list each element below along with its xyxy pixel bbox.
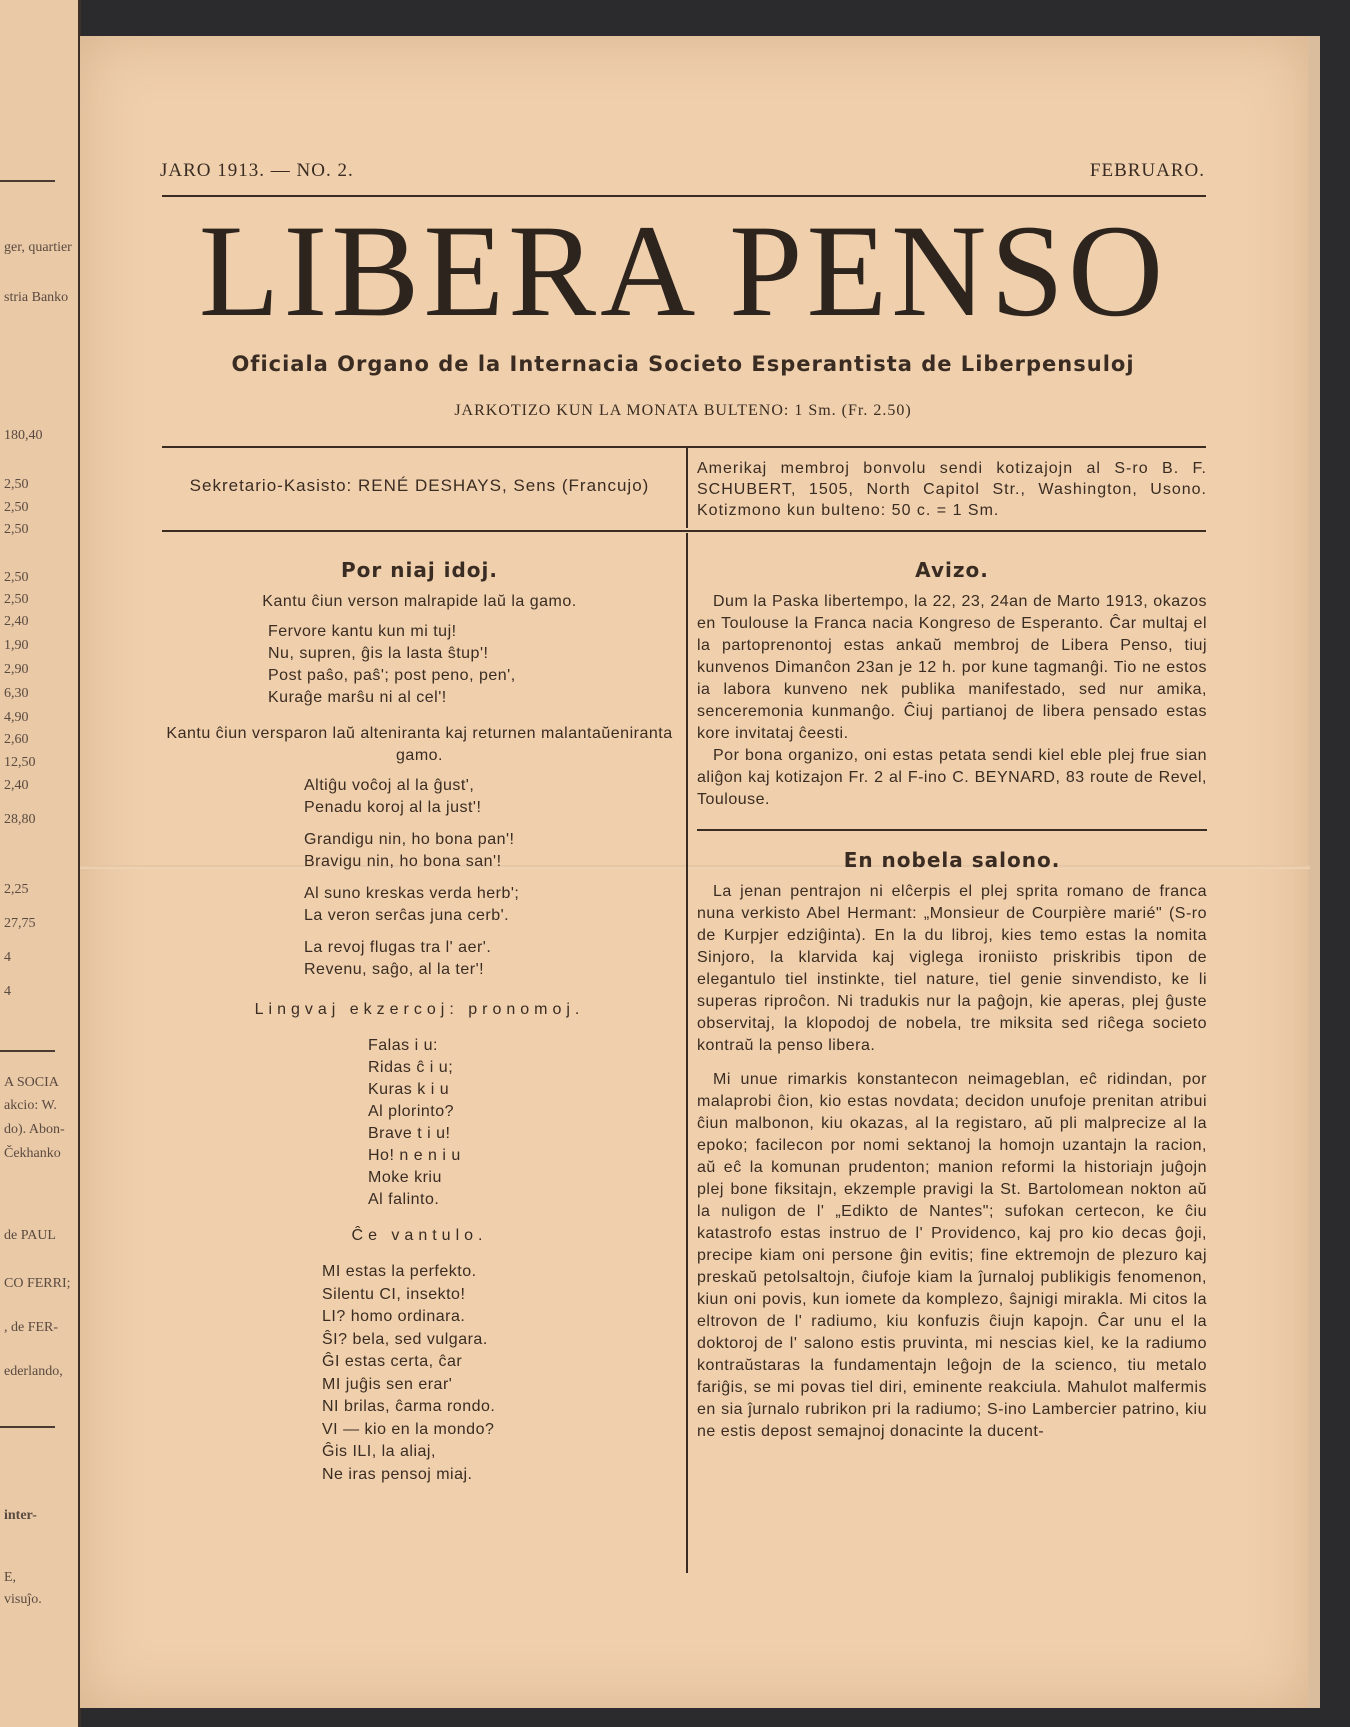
american-members-info: Amerikaj membroj bonvolu sendi kotizajojn al S-ro B. F. SCHUBERT, 1505, North Capitol Str., Washington, Usono. Kotizmono kun bulteno: 50 c. = 1 Sm. — [697, 460, 1207, 519]
stanza — [304, 937, 677, 981]
divider — [0, 180, 55, 182]
verse-line: La revoj flugas tra l' aer'. — [304, 939, 492, 956]
verse-line: Brave t i u! — [368, 1125, 451, 1142]
masthead-title: LIBERA PENSO — [198, 197, 1168, 344]
verse-line: NI brilas, ĉarma rondo. — [322, 1398, 496, 1415]
left-fragment: 2,40 — [4, 614, 29, 629]
left-fragment: 2,50 — [4, 500, 29, 515]
verse-line: Moke kriu — [368, 1169, 442, 1186]
left-fragment: , de FER- — [4, 1320, 59, 1335]
left-fragment: 2,90 — [4, 662, 29, 677]
left-fragment: 4,90 — [4, 710, 29, 725]
subsection-title: Ĉe vantulo. — [351, 1227, 488, 1244]
verse-line: LI? homo ordinara. — [322, 1308, 466, 1325]
verse-line: La veron serĉas juna cerb'. — [304, 907, 510, 924]
left-fragment: do). Abon- — [4, 1122, 65, 1137]
left-fragment: ederlando, — [4, 1364, 63, 1379]
stanza — [304, 883, 677, 927]
verse-line: Fervore kantu kun mi tuj! — [268, 623, 457, 640]
verse-line: Al falinto. — [368, 1191, 440, 1208]
left-fragment: inter- — [4, 1508, 37, 1523]
instruction: Kantu ĉiun verson malrapide laŭ la gamo. — [262, 593, 577, 610]
verse-line: VI — kio en la mondo? — [322, 1420, 495, 1438]
divider — [162, 530, 1206, 532]
left-fragment: 12,50 — [4, 755, 36, 770]
left-fragment: 2,50 — [4, 570, 29, 585]
stanza — [304, 829, 677, 873]
left-fragment: 180,40 — [4, 428, 43, 443]
issue-number: JARO 1913. — NO. 2. — [160, 160, 354, 181]
left-fragment: CO FERRI; — [4, 1276, 71, 1291]
verse-line: ĜI estas certa, ĉar — [322, 1353, 463, 1370]
left-fragment: 6,30 — [4, 686, 29, 701]
verse-line: Penadu koroj al la just'! — [304, 799, 482, 816]
verse-line: Revenu, saĝo, al la ter'! — [304, 961, 485, 978]
left-fragment: stria Banko — [4, 290, 69, 305]
verse-line: MI juĝis sen erar' — [322, 1375, 453, 1393]
issue-month: FEBRUARO. — [1089, 160, 1205, 181]
verse-line: Silentu CI, insekto! — [322, 1285, 466, 1303]
verse-line: Altiĝu voĉoj al la ĝust', — [304, 777, 475, 794]
notice-title: Avizo. — [915, 558, 989, 582]
left-fragment: Čekhanko — [4, 1146, 61, 1161]
verse-line: Al suno kreskas verda herb'; — [304, 885, 520, 902]
masthead-subtitle: Oficiala Organo de la Internacia Societo Esperantista de Liberpensuloj — [231, 352, 1135, 376]
left-fragment: 2,25 — [4, 882, 29, 897]
verse-line: Ĝis ILI, la aliaj, — [322, 1443, 436, 1460]
article-column — [697, 555, 1207, 1443]
verse-line: Ridas ĉ i u; — [368, 1059, 454, 1076]
pronoun-verse — [322, 1261, 677, 1486]
verse-line: MI estas la perfekto. — [322, 1263, 477, 1280]
left-fragment: 2,60 — [4, 732, 29, 747]
instruction: Kantu ĉiun versparon laŭ alteniranta kaj returnen malantaŭeniranta gamo. — [166, 725, 673, 764]
divider — [0, 1050, 55, 1052]
poem-column — [162, 555, 677, 1498]
page-edge — [1308, 36, 1320, 1708]
verse-line: ŜI? bela, sed vulgara. — [322, 1330, 488, 1348]
verse-line: Grandigu nin, ho bona pan'! — [304, 831, 515, 848]
notice-paragraph: Por bona organizo, oni estas petata sendi kiel eble plej frue sian aliĝon kaj kotizajon Fr. 2 al F-ino C. BEYNARD, 83 route de Revel, Toulouse. — [697, 747, 1207, 808]
verse-line: Bravigu nin, ho bona san'! — [304, 853, 502, 870]
stanza — [268, 621, 677, 709]
verse-line: Post paŝo, paŝ'; post peno, pen', — [268, 667, 516, 684]
left-fragment: ger, quartier — [4, 240, 72, 255]
left-fragment: 2,50 — [4, 477, 29, 492]
left-fragment: 27,75 — [4, 916, 36, 931]
divider — [697, 829, 1207, 831]
verse-line: Nu, supren, ĝis la lasta ŝtup'! — [268, 645, 489, 662]
verse-line: Ho! n e n i u — [368, 1147, 461, 1164]
verse-line: Al plorinto? — [368, 1103, 455, 1120]
left-page-edge — [0, 0, 81, 1727]
left-fragment: A SOCIA — [4, 1075, 59, 1090]
left-fragment: akcio: W. — [4, 1098, 57, 1113]
left-fragment: 1,90 — [4, 638, 29, 653]
article-paragraph: La jenan pentrajon ni elĉerpis el plej sprita romano de franca nuna verkisto Abel Hermant: „Monsieur de Courpière marié" (S-ro de Kurpjer edziĝinta). En la du libroj, kies temo estas la nomita Sinjoro, la klarvida kaj viglega ironiisto priskribis tipon de elegantulo tiel instinkte, tiel nature, tiel genie sinvendisto, ke li superas riproĉon. Ni tradukis nur la paĝojn, kie aperas, plej ĝuste observitaj, la klopodoj de nobela, tre miksita sed riĉega societo kontraŭ la penso libera. — [697, 883, 1207, 1054]
left-fragment: 28,80 — [4, 812, 36, 827]
verse-line: Ne iras pensoj miaj. — [322, 1465, 473, 1483]
article-paragraph: Mi unue rimarkis konstantecon neimageblan, eĉ ridindan, por malaprobi ĉion, kio estas novdata; decidon unufoje prenitan atribui ĉiun malbonon, kiu okazas, al la registaro, aŭ pli malprecize al la epoko; facilecon por nomi sektanoj la homojn uzantajn la racion, aŭ eĉ la komunan prudenton; manion reformi la historiajn juĝojn plej bone fiksitajn, ekzemple pravigi la St. Bartolomean nokton aŭ la nuligon de l' „Edikto de Nantes"; sufokan certecon, ke ĉiu katastrofo estas instruo de l' Providenco, kaj pro kio decas ĝoji, precipe kiam oni persone ĝin evitis; fine ektremojn de plezuro kaj preskaŭ petolsaltojn, ĉiufoje kiam la ĵurnaloj publikigis fenomenon, kiun oni povis, kun iomete da komplezo, ŝajnigi mirakla. Mi citos la eltrovon de l' radiumo, kiu konfuzis ĉiujn kapojn. Ĉar unu el la doktoroj de l' salono estis pruvinta, mi nescias kiel, ke la radiumo kontraŭstaras la fundamentajn leĝojn de la scienco, tiu metalo fariĝis, se mi povas tiel diri, eminente reakciula. Mahulot malfermis en sia ĵurnalo rubrikon pri la radiumo; S-ino Lambercier patrino, kiu ne estis depost semajnoj donacinte la ducent- — [697, 1071, 1207, 1440]
left-fragment: 2,40 — [4, 778, 29, 793]
left-fragment: 4 — [4, 984, 11, 999]
divider — [0, 1426, 55, 1428]
left-fragment: de PAUL — [4, 1228, 56, 1243]
left-fragment: visuĵo. — [4, 1592, 42, 1607]
column-divider — [686, 448, 688, 528]
secretary-info: Sekretario-Kasisto: RENÉ DESHAYS, Sens (Francujo) — [189, 476, 650, 495]
verse-line: Kuraĝe marŝu ni al cel'! — [268, 689, 447, 706]
left-fragment: 2,50 — [4, 592, 29, 607]
annual-dues: JARKOTIZO KUN LA MONATA BULTENO: 1 Sm. (Fr. 2.50) — [454, 402, 912, 419]
article-title: En nobela salono. — [843, 848, 1061, 872]
pronoun-verse — [368, 1035, 677, 1211]
left-fragment: 2,50 — [4, 522, 29, 537]
left-fragment: 4 — [4, 950, 11, 965]
stanza — [304, 775, 677, 819]
column-divider — [686, 533, 688, 1573]
left-fragment: E, — [4, 1570, 17, 1585]
exercise-title: Lingvaj ekzercoj: pronomoj. — [254, 1001, 585, 1018]
divider — [162, 446, 1206, 448]
notice-paragraph: Dum la Paska libertempo, la 22, 23, 24an de Marto 1913, okazos en Toulouse la Franca nacia Kongreso de Esperanto. Ĉar multaj el la partoprenontoj estas ankaŭ membroj de Libera Penso, tiuj kunvenos Dimanĉon 23an je 12 h. por kune tagmanĝi. Tio ne estos ia labora kunveno nek publika manifestado, sed nur amika, senceremonia kunmanĝo. Ĉiuj partianoj de libera pensado estas kore invitataj ĉeesti. — [697, 593, 1207, 742]
verse-line: Kuras k i u — [368, 1081, 450, 1098]
poem-title: Por niaj idoj. — [341, 558, 498, 582]
verse-line: Falas i u: — [368, 1037, 438, 1054]
